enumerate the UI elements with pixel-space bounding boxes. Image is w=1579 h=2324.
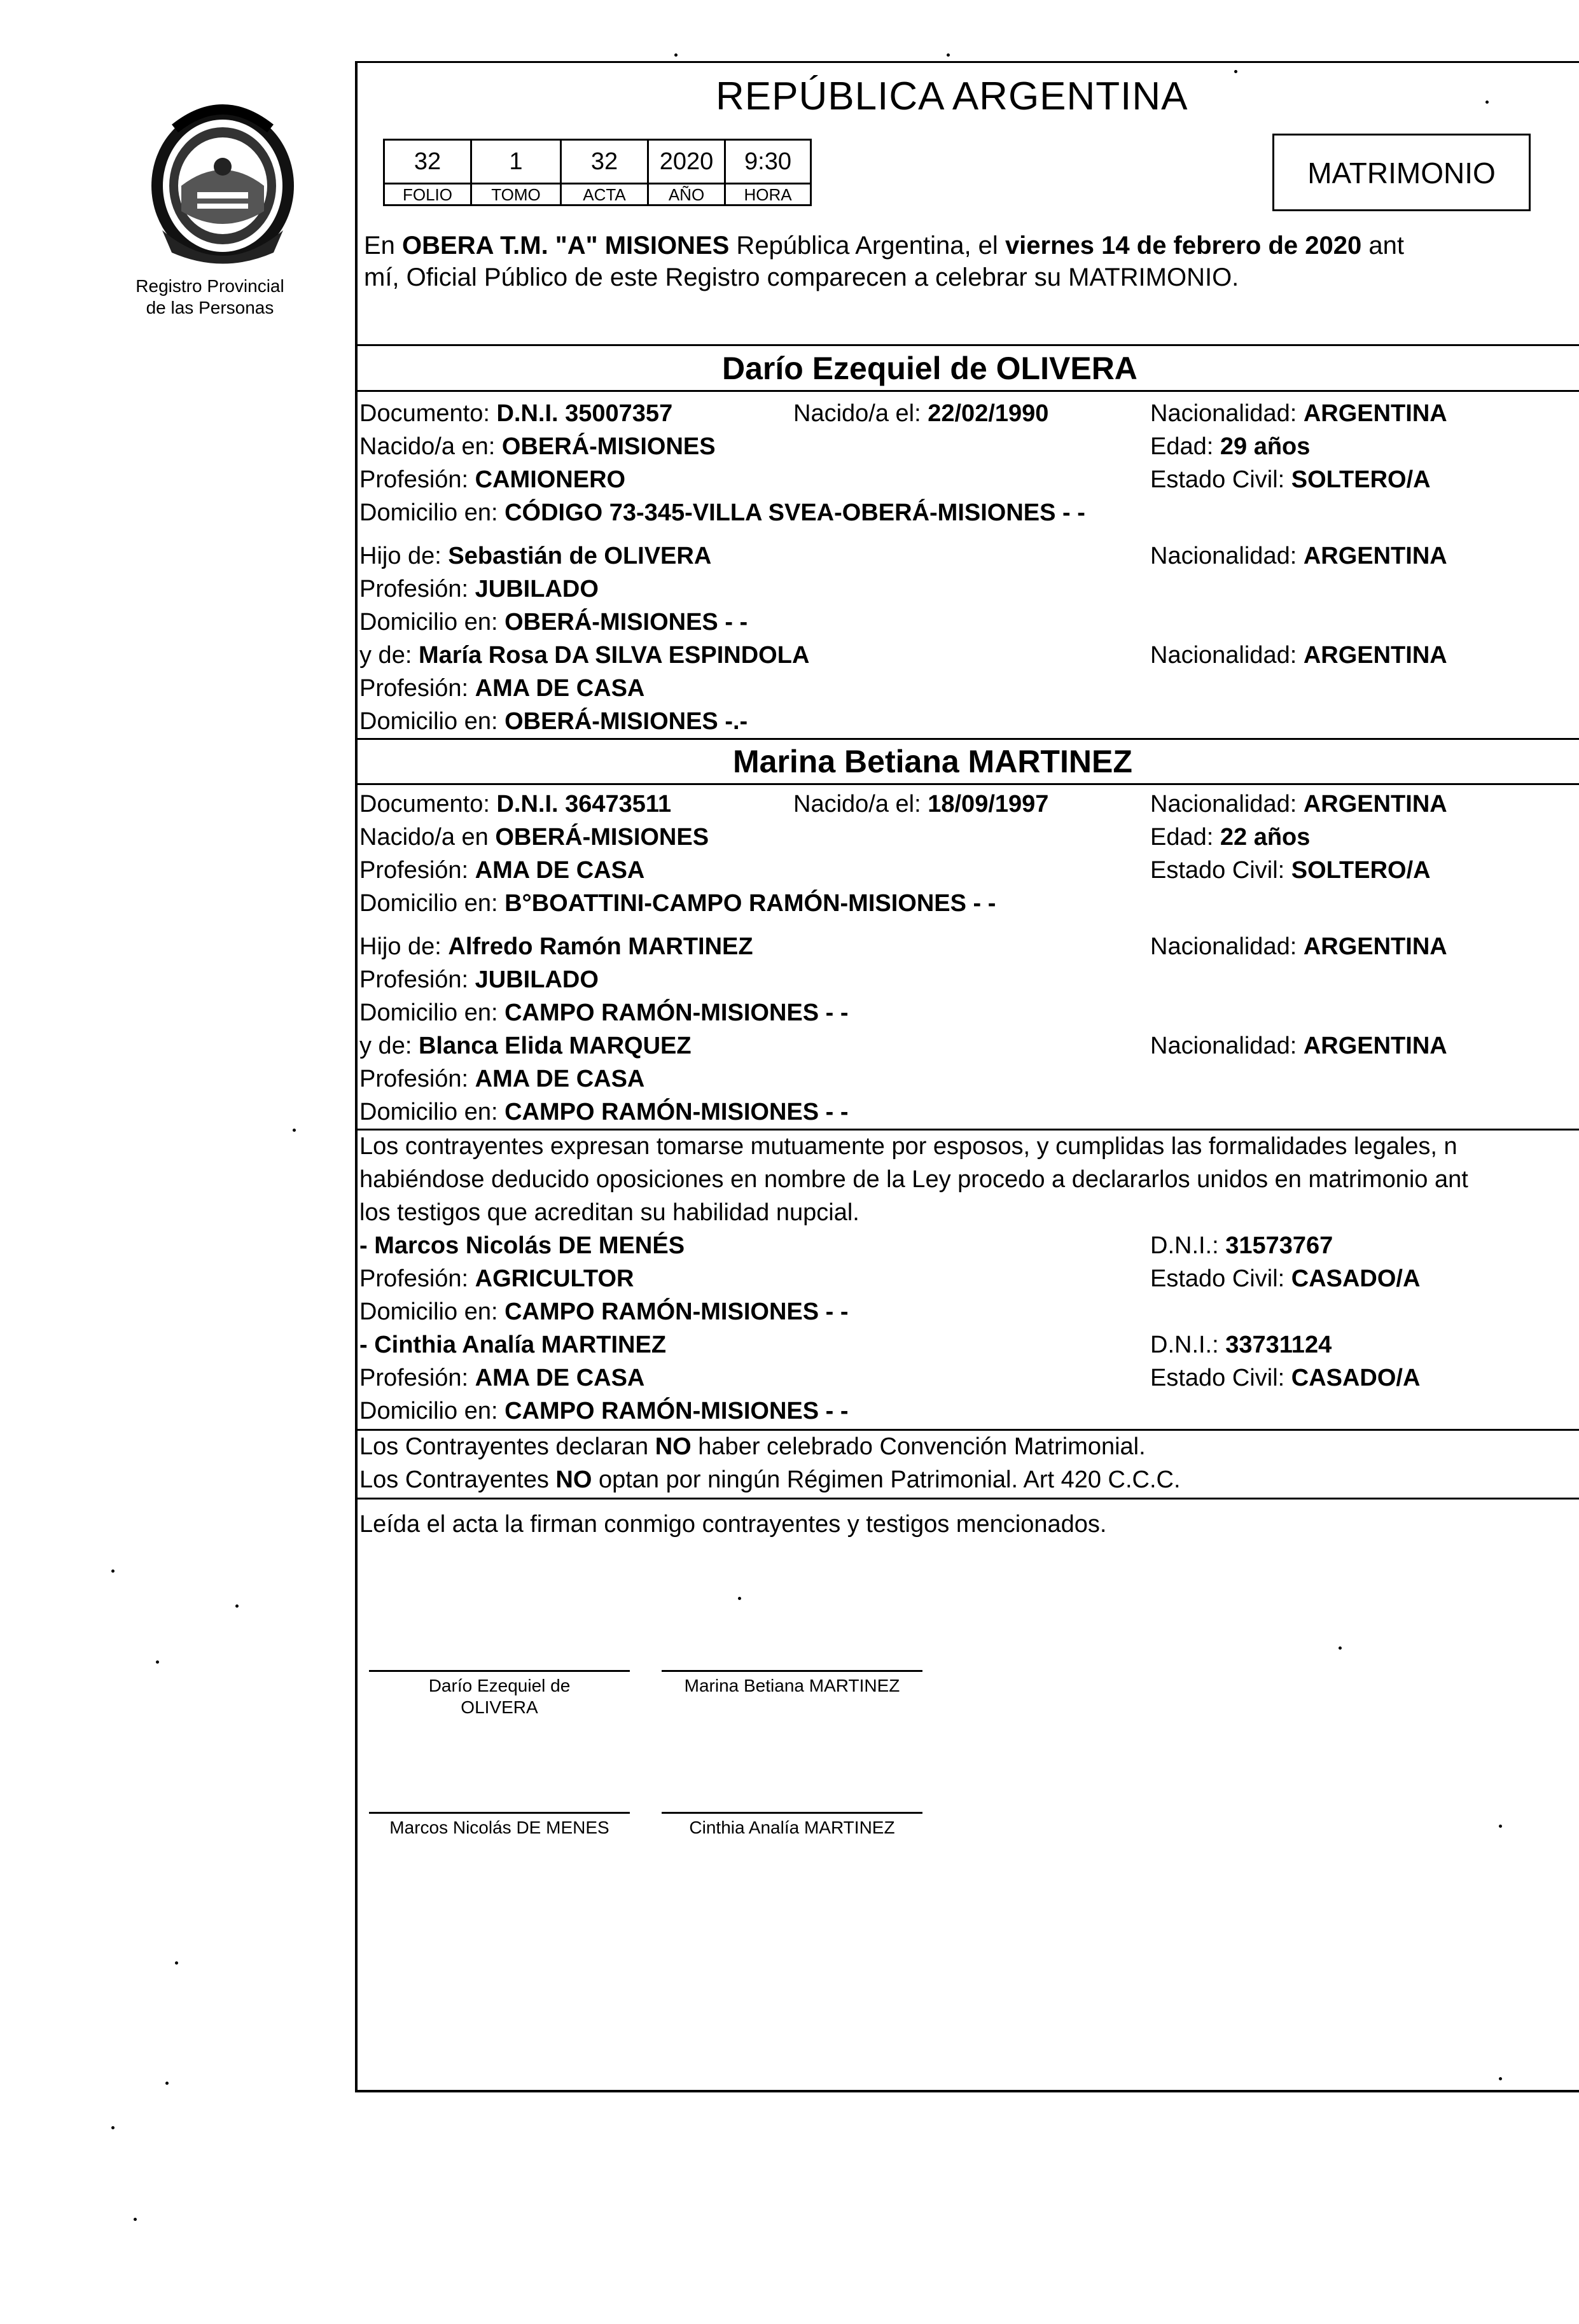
spouse1-mother-address: Domicilio en: OBERÁ-MISIONES -.- [359, 708, 748, 735]
spouse1-mother-profession: Profesión: AMA DE CASA [359, 675, 645, 702]
convention-line-1: Los Contrayentes declaran NO haber celebrado Convención Matrimonial. [359, 1433, 1146, 1460]
witness1-profession: Profesión: AGRICULTOR [359, 1265, 634, 1292]
document-title: REPÚBLICA ARGENTINA [716, 74, 1188, 118]
signature-spouse1-line2: OLIVERA [461, 1697, 538, 1717]
declaration-line-3: los testigos que acreditan su habilidad nupcial. [359, 1199, 859, 1226]
spouse1-address: Domicilio en: CÓDIGO 73-345-VILLA SVEA-OBERÁ-MISIONES - - [359, 499, 1085, 526]
hora-value: 9:30 [725, 140, 811, 184]
tomo-value: 1 [471, 140, 561, 184]
spouse1-father-profession: Profesión: JUBILADO [359, 576, 599, 602]
witness1-dni: D.N.I.: 31573767 [1150, 1232, 1333, 1259]
provincial-seal-icon [137, 90, 309, 272]
witness1-civil-status: Estado Civil: CASADO/A [1150, 1265, 1421, 1292]
signature-spouse1-line1: Darío Ezequiel de [428, 1676, 571, 1695]
witness2-name: - Cinthia Analía MARTINEZ [359, 1332, 667, 1358]
spouse2-address: Domicilio en: B°BOATTINI-CAMPO RAMÓN-MISIONES - - [359, 890, 996, 917]
hora-label: HORA [725, 184, 811, 205]
spouse2-profession: Profesión: AMA DE CASA [359, 857, 645, 884]
spouse2-birthdate: Nacido/a el: 18/09/1997 [793, 791, 1049, 818]
spouse1-name: Darío Ezequiel de OLIVERA [722, 351, 1137, 386]
spouse2-nationality: Nacionalidad: ARGENTINA [1150, 791, 1447, 818]
spouse2-father-nationality: Nacionalidad: ARGENTINA [1150, 933, 1447, 960]
intro-line-1: En OBERA T.M. "A" MISIONES República Argentina, el viernes 14 de febrero de 2020 ant [364, 232, 1404, 260]
spouse1-father: Hijo de: Sebastián de OLIVERA [359, 543, 712, 569]
witness2-profession: Profesión: AMA DE CASA [359, 1365, 645, 1391]
spouse2-mother-profession: Profesión: AMA DE CASA [359, 1066, 645, 1092]
signature-line-witness1 [369, 1812, 630, 1814]
spouse1-profession: Profesión: CAMIONERO [359, 466, 626, 493]
folio-label: FOLIO [384, 184, 471, 205]
spouse1-age: Edad: 29 años [1150, 433, 1311, 460]
signature-line-spouse2 [662, 1670, 922, 1672]
tomo-label: TOMO [471, 184, 561, 205]
signature-line-witness2 [662, 1812, 922, 1814]
declaration-line-1: Los contrayentes expresan tomarse mutuamente por esposos, y cumplidas las formalidades legales, n [359, 1133, 1457, 1160]
spouse1-father-nationality: Nacionalidad: ARGENTINA [1150, 543, 1447, 569]
intro-line-2: mí, Oficial Público de este Registro comparecen a celebrar su MATRIMONIO. [364, 263, 1239, 291]
closing-statement: Leída el acta la firman conmigo contrayentes y testigos mencionados. [359, 1511, 1107, 1538]
declaration-line-2: habiéndose deducido oposiciones en nombre de la Ley procedo a declararlos unidos en matrimonio ant [359, 1166, 1468, 1193]
spouse2-mother-address: Domicilio en: CAMPO RAMÓN-MISIONES - - [359, 1099, 849, 1125]
spouse2-father: Hijo de: Alfredo Ramón MARTINEZ [359, 933, 753, 960]
spouse2-age: Edad: 22 años [1150, 824, 1311, 851]
signature-line-spouse1 [369, 1670, 630, 1672]
anio-label: AÑO [648, 184, 725, 205]
spouse2-birthplace: Nacido/a en OBERÁ-MISIONES [359, 824, 709, 851]
spouse2-mother-nationality: Nacionalidad: ARGENTINA [1150, 1033, 1447, 1059]
spouse1-father-address: Domicilio en: OBERÁ-MISIONES - - [359, 609, 748, 636]
acta-value: 32 [561, 140, 648, 184]
spouse2-document: Documento: D.N.I. 36473511 [359, 791, 672, 818]
record-reference-table [383, 139, 812, 206]
acta-label: ACTA [561, 184, 648, 205]
spouse2-civil-status: Estado Civil: SOLTERO/A [1150, 857, 1431, 884]
spouse2-father-address: Domicilio en: CAMPO RAMÓN-MISIONES - - [359, 999, 849, 1026]
witness1-name: - Marcos Nicolás DE MENÉS [359, 1232, 685, 1259]
spouse1-mother-nationality: Nacionalidad: ARGENTINA [1150, 642, 1447, 669]
spouse2-name: Marina Betiana MARTINEZ [733, 744, 1132, 779]
signature-spouse2: Marina Betiana MARTINEZ [684, 1676, 900, 1695]
spouse2-mother: y de: Blanca Elida MARQUEZ [359, 1033, 692, 1059]
witness2-civil-status: Estado Civil: CASADO/A [1150, 1365, 1421, 1391]
signature-witness1: Marcos Nicolás DE MENES [389, 1818, 609, 1837]
spouse2-father-profession: Profesión: JUBILADO [359, 966, 599, 993]
registry-caption-2: de las Personas [146, 298, 274, 317]
spouse1-mother: y de: María Rosa DA SILVA ESPINDOLA [359, 642, 810, 669]
convention-line-2: Los Contrayentes NO optan por ningún Régimen Patrimonial. Art 420 C.C.C. [359, 1466, 1181, 1493]
signature-witness2: Cinthia Analía MARTINEZ [689, 1818, 895, 1837]
spouse1-nationality: Nacionalidad: ARGENTINA [1150, 400, 1447, 427]
witness2-address: Domicilio en: CAMPO RAMÓN-MISIONES - - [359, 1398, 849, 1424]
registry-caption-1: Registro Provincial [136, 276, 284, 296]
anio-value: 2020 [648, 140, 725, 184]
spouse1-birthplace: Nacido/a en: OBERÁ-MISIONES [359, 433, 716, 460]
registry-seal [137, 90, 309, 272]
witness2-dni: D.N.I.: 33731124 [1150, 1332, 1332, 1358]
folio-value: 32 [384, 140, 471, 184]
record-type-box: MATRIMONIO [1272, 134, 1531, 211]
spouse1-document: Documento: D.N.I. 35007357 [359, 400, 673, 427]
witness1-address: Domicilio en: CAMPO RAMÓN-MISIONES - - [359, 1298, 849, 1325]
spouse1-birthdate: Nacido/a el: 22/02/1990 [793, 400, 1049, 427]
spouse1-civil-status: Estado Civil: SOLTERO/A [1150, 466, 1431, 493]
